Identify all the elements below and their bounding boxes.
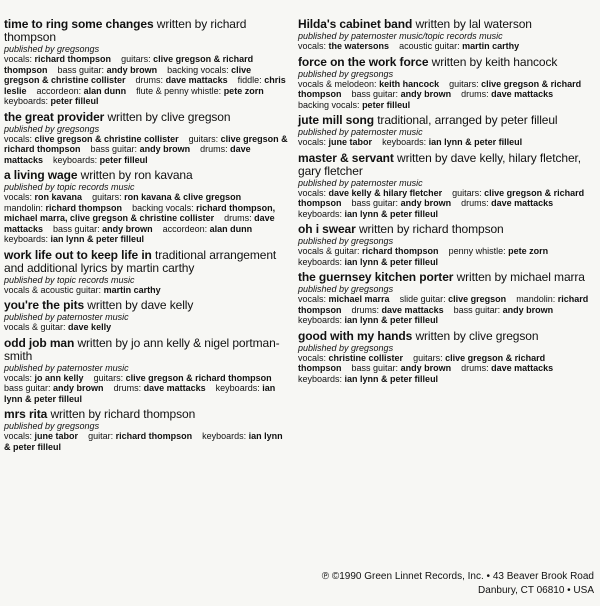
song-credit: written by richard thompson [50,407,196,421]
song-publisher: published by topic records music [4,274,135,285]
song-entry [298,18,590,52]
musician-role: drums: [135,75,164,85]
song-credit: written by clive gregson [107,109,231,124]
musician-role: drums: [351,304,380,315]
musician-role: backing vocals: [132,202,194,213]
song-musicians [298,79,590,111]
song-heading [298,330,590,343]
song-musicians [298,188,590,220]
musician-name: andy brown [53,383,104,393]
song-publisher: published by paternoster music/topic records music [298,31,503,41]
musician-name: ron kavana [34,192,83,202]
song-entry [4,337,288,405]
musician-role: bass guitar: [351,198,399,208]
musician-role: mandolin: [4,202,44,213]
musician-name: the watersons [328,41,390,51]
musician-name: richard thompson, michael marra, clive gregson & christine collister [4,202,276,223]
musician-role: guitar: [88,431,114,441]
musician-name: clive gregson & richard thompson [125,372,272,383]
song-title: master & servant [298,150,394,165]
musician-name: dave mattacks [4,144,251,165]
musician-role: bass guitar: [351,363,399,373]
song-entry [4,111,288,166]
musician-role: keyboards: [4,96,49,106]
musician-name: dave mattacks [165,75,228,85]
musician-name: dave mattacks [143,383,206,393]
musician-name: andy brown [102,223,153,234]
song-heading [4,169,288,182]
musician-role: guitars: [93,372,124,383]
song-credit: traditional arrangement and additional lyrics by martin carthy [4,247,277,275]
musician-name: richard thompson [45,202,123,213]
musician-role: vocals: [298,294,327,304]
musician-name: chris leslie [4,75,286,96]
song-title: a living wage [4,168,78,182]
song-title: the guernsey kitchen porter [298,270,454,284]
song-entry [4,408,288,452]
musician-role: slide guitar: [399,294,446,304]
song-title: oh i swear [298,222,356,236]
musician-role: fiddle: [237,75,262,85]
song-publisher: published by gregsongs [298,342,394,353]
musician-role: keyboards: [4,234,49,244]
musician-role: drums: [113,383,142,393]
musician-role: vocals: [4,372,33,383]
musician-name: ian lynn & peter filleul [344,315,439,325]
musician-role: bass guitar: [351,89,399,99]
song-publisher: published by gregsongs [4,421,100,431]
musician-role: vocals: [298,187,327,198]
song-heading [4,299,288,312]
song-musicians [4,54,288,107]
copyright-notice [310,570,594,598]
musician-role: vocals: [4,133,33,144]
musician-role: vocals & melodeon: [298,78,377,89]
song-musicians [4,373,288,405]
musician-name: dave mattacks [491,89,554,99]
song-heading [298,223,590,236]
musician-role: drums: [200,144,228,154]
song-musicians [4,322,288,333]
song-musicians [4,134,288,166]
musician-role: vocals: [4,54,33,64]
musician-role: vocals & guitar: [298,246,360,256]
musician-name: andy brown [400,198,452,208]
song-musicians [4,192,288,245]
musician-role: keyboards: [53,154,98,165]
musician-name: richard thompson [34,54,112,64]
musician-name: ian lynn & peter filleul [428,137,523,147]
song-heading [4,111,288,124]
song-credit: written by michael marra [456,270,585,284]
song-musicians [298,41,590,52]
musician-role: keyboards: [298,208,343,219]
song-credit: written by dave kelly, hilary fletcher, gary fletcher [298,150,581,178]
musician-name: keith hancock [379,78,440,89]
musician-name: clive gregson & christine collister [4,64,252,85]
musician-name: ian lynn & peter filleul [50,234,145,244]
song-credit: written by dave kelly [87,298,194,312]
musician-name: dave mattacks [381,304,444,315]
song-publisher: published by gregsongs [298,68,394,79]
musician-name: ian lynn & peter filleul [4,383,276,404]
musician-name: andy brown [139,144,191,154]
song-heading [298,271,590,284]
song-entry [4,299,288,333]
musician-role: bass guitar: [90,144,138,154]
song-musicians [4,285,288,296]
musician-name: peter filleul [99,154,148,165]
musician-role: keyboards: [382,137,427,147]
musician-name: dave kelly [68,322,112,332]
song-entry [4,249,288,296]
musician-name: dave mattacks [491,198,554,208]
musician-role: flute & penny whistle: [136,85,222,96]
musician-role: keyboards: [298,256,343,267]
song-credit: written by richard thompson [358,222,504,236]
musician-name: dave mattacks [491,363,554,373]
song-heading [4,18,288,44]
musician-name: alan dunn [83,85,127,96]
musician-role: keyboards: [298,373,343,384]
musician-name: richard thompson [115,431,193,441]
musician-name: june tabor [34,431,79,441]
musician-role: acoustic guitar: [399,41,460,51]
musician-name: peter filleul [50,96,99,106]
song-heading [298,56,590,69]
musician-role: accordeon: [36,85,82,96]
song-entry [298,152,590,220]
musician-name: ian lynn & peter filleul [344,208,439,219]
musician-name: michael marra [328,294,390,304]
copyright-line-2: Danbury, CT 06810 • USA [478,585,594,596]
musician-name: clive gregson & richard thompson [4,54,254,75]
song-title: force on the work force [298,54,429,69]
musician-role: keyboards: [215,383,260,393]
song-heading [4,337,288,363]
musician-name: ron kavana & clive gregson [124,192,242,202]
song-title: good with my hands [298,328,413,343]
musician-role: backing vocals: [298,99,360,110]
musician-name: martin carthy [103,284,161,295]
musician-role: bass guitar: [453,304,501,315]
musician-name: clive gregson & richard thompson [298,187,585,208]
musician-name: richard thompson [362,246,439,256]
musician-name: clive gregson & christine collister [34,133,179,144]
song-title: odd job man [4,335,75,350]
musician-name: andy brown [502,304,554,315]
song-publisher: published by gregsongs [4,44,100,54]
musician-role: keyboards: [202,431,247,441]
musician-role: vocals & acoustic guitar: [4,284,102,295]
song-title: work life out to keep life in [4,247,152,262]
left-column [4,18,288,456]
song-entry [298,56,590,111]
song-publisher: published by paternoster music [298,127,423,137]
song-musicians [298,294,590,326]
right-column [298,18,590,388]
song-entry [298,223,590,267]
musician-name: dave kelly & hilary fletcher [328,187,443,198]
song-credit: written by jo ann kelly & nigel portman-smith [4,335,280,363]
song-publisher: published by gregsongs [298,236,394,246]
musician-role: guitars: [449,78,479,89]
song-title: Hilda's cabinet band [298,17,413,31]
musician-name: andy brown [400,89,452,99]
musician-name: peter filleul [362,99,411,110]
musician-role: bass guitar: [4,383,51,393]
musician-name: clive gregson & richard thompson [4,133,288,154]
song-publisher: published by topic records music [4,182,135,192]
song-heading [4,249,288,275]
song-publisher: published by gregsongs [4,123,100,134]
musician-role: bass guitar: [53,223,100,234]
song-title: the great provider [4,109,105,124]
song-credit: written by richard thompson [4,17,247,44]
musician-name: clive gregson & richard thompson [298,352,546,373]
musician-role: vocals: [298,352,327,363]
musician-name: alan dunn [209,223,253,234]
musician-role: vocals: [298,41,327,51]
song-publisher: published by paternoster music [4,362,129,373]
musician-role: keyboards: [298,315,343,325]
musician-name: andy brown [400,363,452,373]
song-title: jute mill song [298,113,374,127]
musician-role: drums: [461,198,489,208]
song-title: time to ring some changes [4,17,154,31]
song-publisher: published by paternoster music [4,312,129,322]
musician-role: drums: [461,89,489,99]
musician-role: guitars: [92,192,122,202]
musician-role: drums: [224,213,252,223]
musician-name: ian lynn & peter filleul [344,373,439,384]
musician-role: mandolin: [516,294,556,304]
musician-name: richard thompson [298,294,589,315]
musician-role: vocals: [4,431,33,441]
song-musicians [298,137,590,148]
musician-name: andy brown [106,64,158,75]
song-entry [4,18,288,107]
musician-role: bass guitar: [57,64,105,75]
musician-role: accordeon: [162,223,208,234]
song-credit: written by clive gregson [415,328,539,343]
musician-name: jo ann kelly [34,372,84,383]
song-entry [298,114,590,148]
musician-name: clive gregson [448,294,507,304]
song-heading [4,408,288,421]
song-entry [298,330,590,385]
song-publisher: published by paternoster music [298,177,423,188]
song-entry [4,169,288,245]
musician-name: pete zorn [508,246,549,256]
musician-role: guitars: [452,187,482,198]
musician-name: clive gregson & richard thompson [298,78,582,99]
musician-role: vocals: [298,137,327,147]
song-entry [298,271,590,326]
song-credit: traditional, arranged by peter filleul [377,113,558,127]
musician-role: vocals & guitar: [4,322,66,332]
copyright-line-1: ℗ ©1990 Green Linnet Records, Inc. • 43 Beaver Brook Road [321,571,594,582]
song-musicians [298,353,590,385]
musician-role: drums: [461,363,489,373]
musician-name: christine collister [328,352,404,363]
song-credit: written by keith hancock [431,54,558,69]
song-credit: written by ron kavana [80,168,193,182]
song-musicians [298,246,590,267]
song-heading [298,114,590,127]
song-title: mrs rita [4,407,48,421]
song-publisher: published by gregsongs [298,284,394,294]
song-musicians [4,431,288,452]
musician-name: dave mattacks [4,213,275,234]
musician-role: guitars: [413,352,443,363]
song-heading [298,152,590,178]
musician-role: backing vocals: [167,64,229,75]
musician-role: vocals: [4,192,33,202]
musician-name: ian lynn & peter filleul [4,431,283,452]
musician-name: martin carthy [462,41,520,51]
song-credit: written by lal waterson [415,17,532,31]
song-title: you're the pits [4,298,85,312]
musician-name: june tabor [328,137,373,147]
musician-name: ian lynn & peter filleul [344,256,439,267]
song-heading [298,18,590,31]
musician-role: penny whistle: [448,246,506,256]
musician-name: pete zorn [223,85,264,96]
musician-role: guitars: [121,54,151,64]
musician-role: guitars: [188,133,219,144]
